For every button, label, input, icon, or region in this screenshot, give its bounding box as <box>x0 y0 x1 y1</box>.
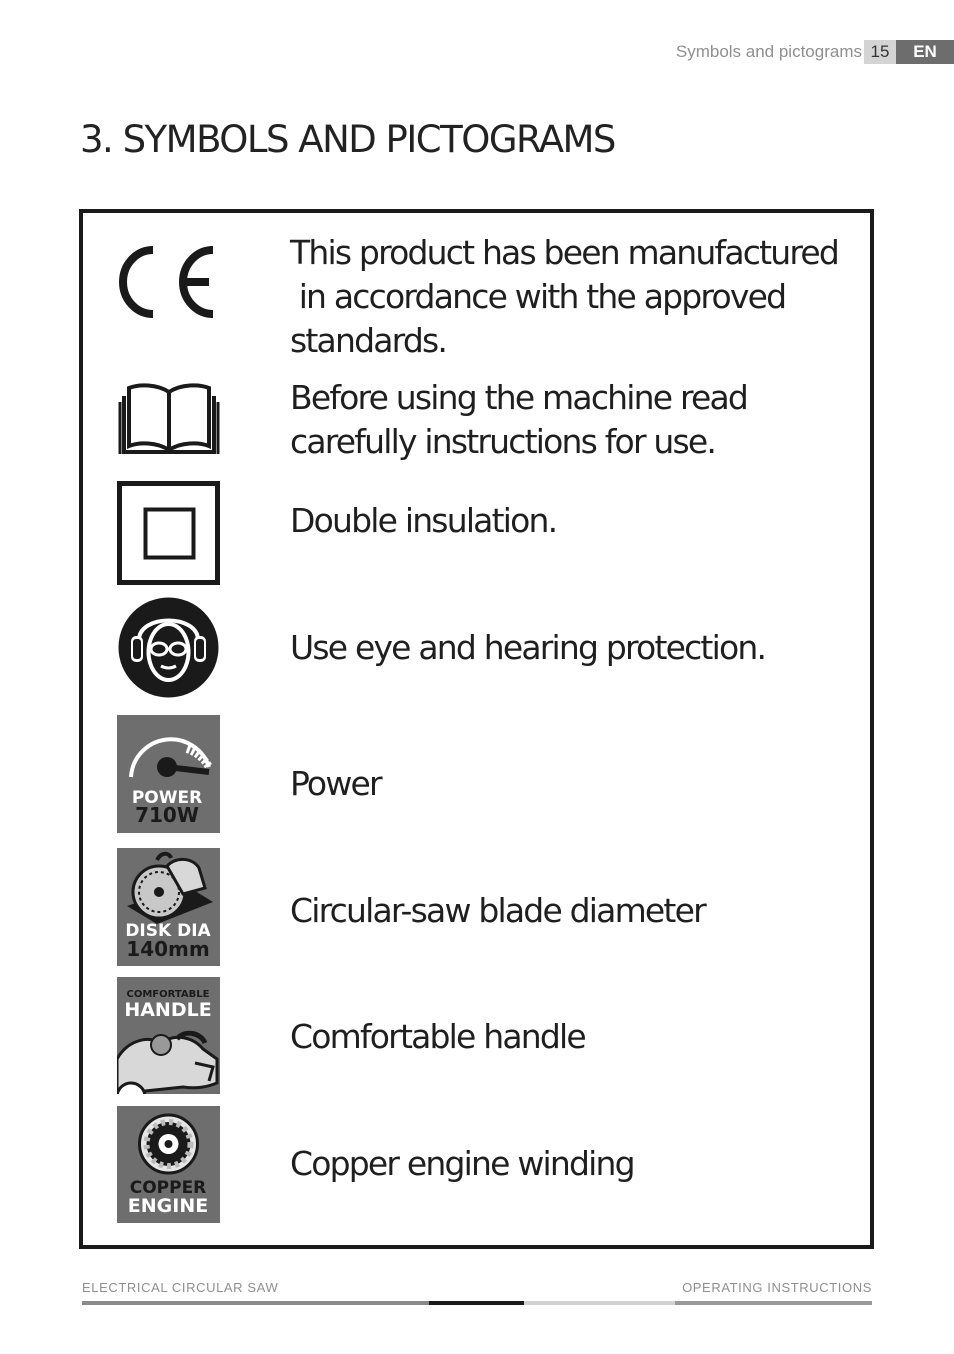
page-title: 3. SYMBOLS AND PICTOGRAMS <box>80 118 615 161</box>
badge-label-top: POWER <box>131 788 203 808</box>
footer-rule <box>82 1301 429 1305</box>
description-line: Use eye and hearing protection. <box>290 628 766 667</box>
badge-label-bottom: HANDLE <box>124 999 212 1021</box>
eye-hearing-protection-icon <box>117 596 220 699</box>
footer-rule <box>524 1301 675 1305</box>
symbol-description <box>290 762 860 806</box>
language-badge: EN <box>896 40 954 64</box>
badge-label-top: DISK DIA <box>125 921 211 941</box>
badge-label-top: COPPER <box>129 1178 207 1198</box>
symbol-description <box>290 376 860 464</box>
badge-label-bottom: 140mm <box>126 937 210 961</box>
description-line: Double insulation. <box>290 501 557 540</box>
symbol-description <box>290 499 860 543</box>
description-line: Power <box>290 764 381 803</box>
ce-mark-icon <box>117 242 220 322</box>
header-section-title: Symbols and pictograms <box>675 42 862 61</box>
symbol-description <box>290 1142 860 1186</box>
badge-label-bottom: ENGINE <box>127 1195 209 1217</box>
footer-document-type: OPERATING INSTRUCTIONS <box>682 1280 872 1295</box>
footer-rule <box>429 1301 524 1305</box>
description-line: Before using the machine read <box>290 378 748 417</box>
description-line: Comfortable handle <box>290 1017 585 1056</box>
symbol-description <box>290 889 860 933</box>
page-number: 15 <box>864 40 896 64</box>
double-insulation-icon <box>117 481 220 585</box>
symbol-description <box>290 626 860 670</box>
power-gauge-icon <box>117 715 220 833</box>
description-line: in accordance with the approved <box>290 277 786 316</box>
description-line: Copper engine winding <box>290 1144 634 1183</box>
description-line: Circular-saw blade diameter <box>290 891 705 930</box>
open-book-icon <box>117 380 220 455</box>
symbol-description <box>290 231 860 363</box>
footer-product-name: ELECTRICAL CIRCULAR SAW <box>82 1280 279 1295</box>
circular-saw-icon <box>117 848 220 966</box>
badge-label-top: COMFORTABLE <box>126 989 210 1000</box>
copper-engine-icon <box>117 1106 220 1223</box>
symbol-description <box>290 1015 860 1059</box>
badge-label-bottom: 710W <box>135 803 199 827</box>
description-line: carefully instructions for use. <box>290 422 716 461</box>
handle-icon <box>117 977 220 1094</box>
description-line: standards. <box>290 321 447 360</box>
footer-rule <box>675 1301 872 1305</box>
description-line: This product has been manufactured <box>290 233 839 272</box>
